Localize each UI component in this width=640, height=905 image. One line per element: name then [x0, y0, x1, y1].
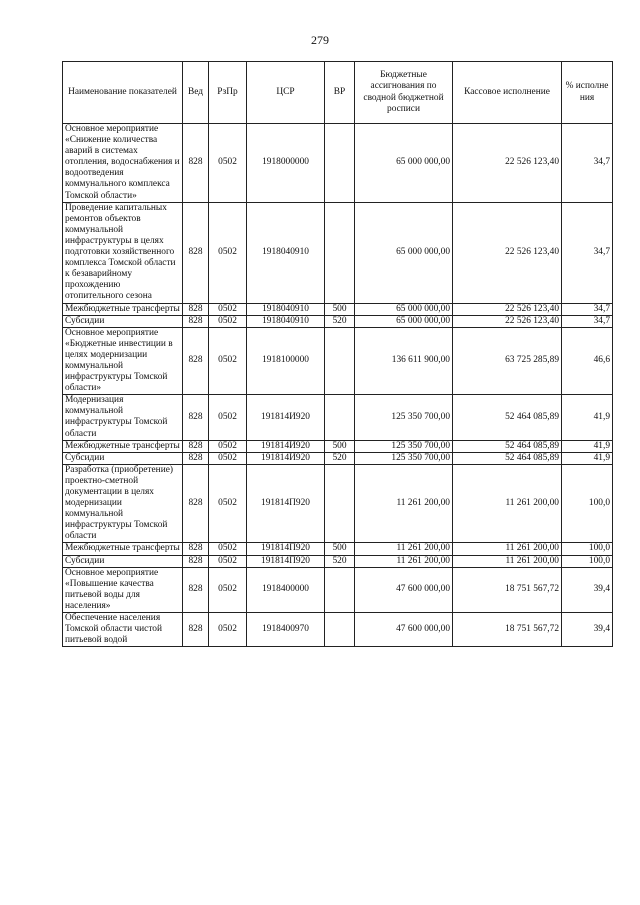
cell-vr — [325, 202, 355, 303]
cell-ved: 828 — [183, 452, 209, 464]
table-body — [63, 124, 613, 647]
cell-name: Межбюджетные трансферты — [63, 543, 183, 555]
cell-vr — [325, 464, 355, 543]
table-row — [63, 327, 613, 395]
cell-cash: 52 464 085,89 — [453, 395, 562, 440]
cell-assign: 125 350 700,00 — [355, 452, 453, 464]
cell-ved: 828 — [183, 555, 209, 567]
cell-ved: 828 — [183, 303, 209, 315]
cell-cash: 22 526 123,40 — [453, 315, 562, 327]
cell-vr: 500 — [325, 543, 355, 555]
cell-assign: 47 600 000,00 — [355, 567, 453, 612]
cell-rzpr: 0502 — [209, 124, 247, 203]
cell-ved: 828 — [183, 543, 209, 555]
cell-vr — [325, 327, 355, 395]
cell-rzpr: 0502 — [209, 555, 247, 567]
header-assignments: Бюджетные ассигнования по сводной бюджетной росписи — [355, 62, 453, 124]
cell-ved: 828 — [183, 464, 209, 543]
cell-pct: 34,7 — [562, 202, 613, 303]
cell-cash: 22 526 123,40 — [453, 124, 562, 203]
cell-pct: 100,0 — [562, 464, 613, 543]
cell-csr: 1918100000 — [247, 327, 325, 395]
cell-vr — [325, 567, 355, 612]
cell-pct: 34,7 — [562, 303, 613, 315]
header-csr: ЦСР — [247, 62, 325, 124]
cell-pct: 46,6 — [562, 327, 613, 395]
table-row — [63, 124, 613, 203]
cell-pct: 41,9 — [562, 440, 613, 452]
cell-rzpr: 0502 — [209, 452, 247, 464]
cell-csr: 191814И920 — [247, 452, 325, 464]
cell-vr — [325, 124, 355, 203]
table-row — [63, 464, 613, 543]
cell-cash: 11 261 200,00 — [453, 555, 562, 567]
page-number: 279 — [311, 33, 329, 47]
cell-rzpr: 0502 — [209, 315, 247, 327]
cell-ved: 828 — [183, 440, 209, 452]
table-row — [63, 303, 613, 315]
cell-assign: 65 000 000,00 — [355, 124, 453, 203]
header-ved: Вед — [183, 62, 209, 124]
cell-name: Проведение капитальных ремонтов объектов коммунальной инфраструктуры в целях подготовки хозяйственного комплекса Томской области к безаварийному прохождению отопительного сезона — [63, 202, 183, 303]
budget-execution-table — [62, 61, 613, 647]
cell-assign: 11 261 200,00 — [355, 555, 453, 567]
cell-assign: 65 000 000,00 — [355, 303, 453, 315]
cell-name: Межбюджетные трансферты — [63, 303, 183, 315]
table-row — [63, 395, 613, 440]
cell-csr: 1918000000 — [247, 124, 325, 203]
cell-cash: 18 751 567,72 — [453, 613, 562, 647]
cell-name: Субсидии — [63, 555, 183, 567]
cell-ved: 828 — [183, 202, 209, 303]
cell-assign: 65 000 000,00 — [355, 202, 453, 303]
cell-cash: 22 526 123,40 — [453, 303, 562, 315]
cell-vr: 520 — [325, 452, 355, 464]
cell-pct: 100,0 — [562, 543, 613, 555]
cell-vr: 500 — [325, 440, 355, 452]
cell-ved: 828 — [183, 124, 209, 203]
cell-assign: 125 350 700,00 — [355, 440, 453, 452]
cell-rzpr: 0502 — [209, 543, 247, 555]
cell-rzpr: 0502 — [209, 464, 247, 543]
header-name: Наименование показателей — [63, 62, 183, 124]
cell-cash: 63 725 285,89 — [453, 327, 562, 395]
header-vr: ВР — [325, 62, 355, 124]
cell-csr: 1918040910 — [247, 202, 325, 303]
cell-cash: 52 464 085,89 — [453, 440, 562, 452]
cell-assign: 47 600 000,00 — [355, 613, 453, 647]
table-row — [63, 555, 613, 567]
cell-ved: 828 — [183, 315, 209, 327]
cell-name: Межбюджетные трансферты — [63, 440, 183, 452]
cell-rzpr: 0502 — [209, 613, 247, 647]
table-row — [63, 315, 613, 327]
cell-cash: 11 261 200,00 — [453, 543, 562, 555]
table-row — [63, 452, 613, 464]
cell-vr — [325, 395, 355, 440]
cell-assign: 11 261 200,00 — [355, 543, 453, 555]
cell-assign: 136 611 900,00 — [355, 327, 453, 395]
header-row — [63, 62, 613, 124]
table-row — [63, 543, 613, 555]
cell-rzpr: 0502 — [209, 303, 247, 315]
cell-assign: 65 000 000,00 — [355, 315, 453, 327]
cell-csr: 1918040910 — [247, 303, 325, 315]
cell-csr: 1918400000 — [247, 567, 325, 612]
cell-name: Основное мероприятие «Бюджетные инвестиции в целях модернизации коммунальной инфраструктуры Томской области» — [63, 327, 183, 395]
cell-cash: 18 751 567,72 — [453, 567, 562, 612]
cell-name: Модернизация коммунальной инфраструктуры Томской области — [63, 395, 183, 440]
cell-csr: 191814И920 — [247, 440, 325, 452]
cell-pct: 34,7 — [562, 315, 613, 327]
cell-pct: 100,0 — [562, 555, 613, 567]
cell-pct: 41,9 — [562, 452, 613, 464]
header-cash-execution: Кассовое исполнение — [453, 62, 562, 124]
cell-name: Субсидии — [63, 452, 183, 464]
cell-ved: 828 — [183, 567, 209, 612]
cell-name: Разработка (приобретение) проектно-сметной документации в целях модернизации коммунальной инфраструктуры Томской области — [63, 464, 183, 543]
cell-name: Основное мероприятие «Повышение качества питьевой воды для населения» — [63, 567, 183, 612]
cell-pct: 39,4 — [562, 613, 613, 647]
cell-ved: 828 — [183, 327, 209, 395]
cell-name: Обеспечение населения Томской области чистой питьевой водой — [63, 613, 183, 647]
cell-cash: 22 526 123,40 — [453, 202, 562, 303]
cell-pct: 41,9 — [562, 395, 613, 440]
cell-csr: 191814И920 — [247, 395, 325, 440]
header-rzpr: РзПр — [209, 62, 247, 124]
table-row — [63, 202, 613, 303]
cell-rzpr: 0502 — [209, 395, 247, 440]
cell-name: Основное мероприятие «Снижение количества аварий в системах отопления, водоснабжения и водоотведения коммунального комплекса Томской области» — [63, 124, 183, 203]
cell-pct: 39,4 — [562, 567, 613, 612]
cell-ved: 828 — [183, 395, 209, 440]
cell-csr: 1918040910 — [247, 315, 325, 327]
table-row — [63, 440, 613, 452]
cell-csr: 1918400970 — [247, 613, 325, 647]
cell-rzpr: 0502 — [209, 202, 247, 303]
cell-csr: 191814П920 — [247, 464, 325, 543]
header-percent: % исполне ния — [562, 62, 613, 124]
cell-csr: 191814П920 — [247, 555, 325, 567]
cell-vr: 500 — [325, 303, 355, 315]
cell-name: Субсидии — [63, 315, 183, 327]
cell-vr: 520 — [325, 555, 355, 567]
cell-ved: 828 — [183, 613, 209, 647]
table-row — [63, 567, 613, 612]
cell-rzpr: 0502 — [209, 567, 247, 612]
cell-cash: 52 464 085,89 — [453, 452, 562, 464]
cell-rzpr: 0502 — [209, 327, 247, 395]
cell-pct: 34,7 — [562, 124, 613, 203]
cell-cash: 11 261 200,00 — [453, 464, 562, 543]
cell-assign: 125 350 700,00 — [355, 395, 453, 440]
cell-assign: 11 261 200,00 — [355, 464, 453, 543]
cell-vr — [325, 613, 355, 647]
table-row — [63, 613, 613, 647]
cell-rzpr: 0502 — [209, 440, 247, 452]
cell-csr: 191814П920 — [247, 543, 325, 555]
cell-vr: 520 — [325, 315, 355, 327]
